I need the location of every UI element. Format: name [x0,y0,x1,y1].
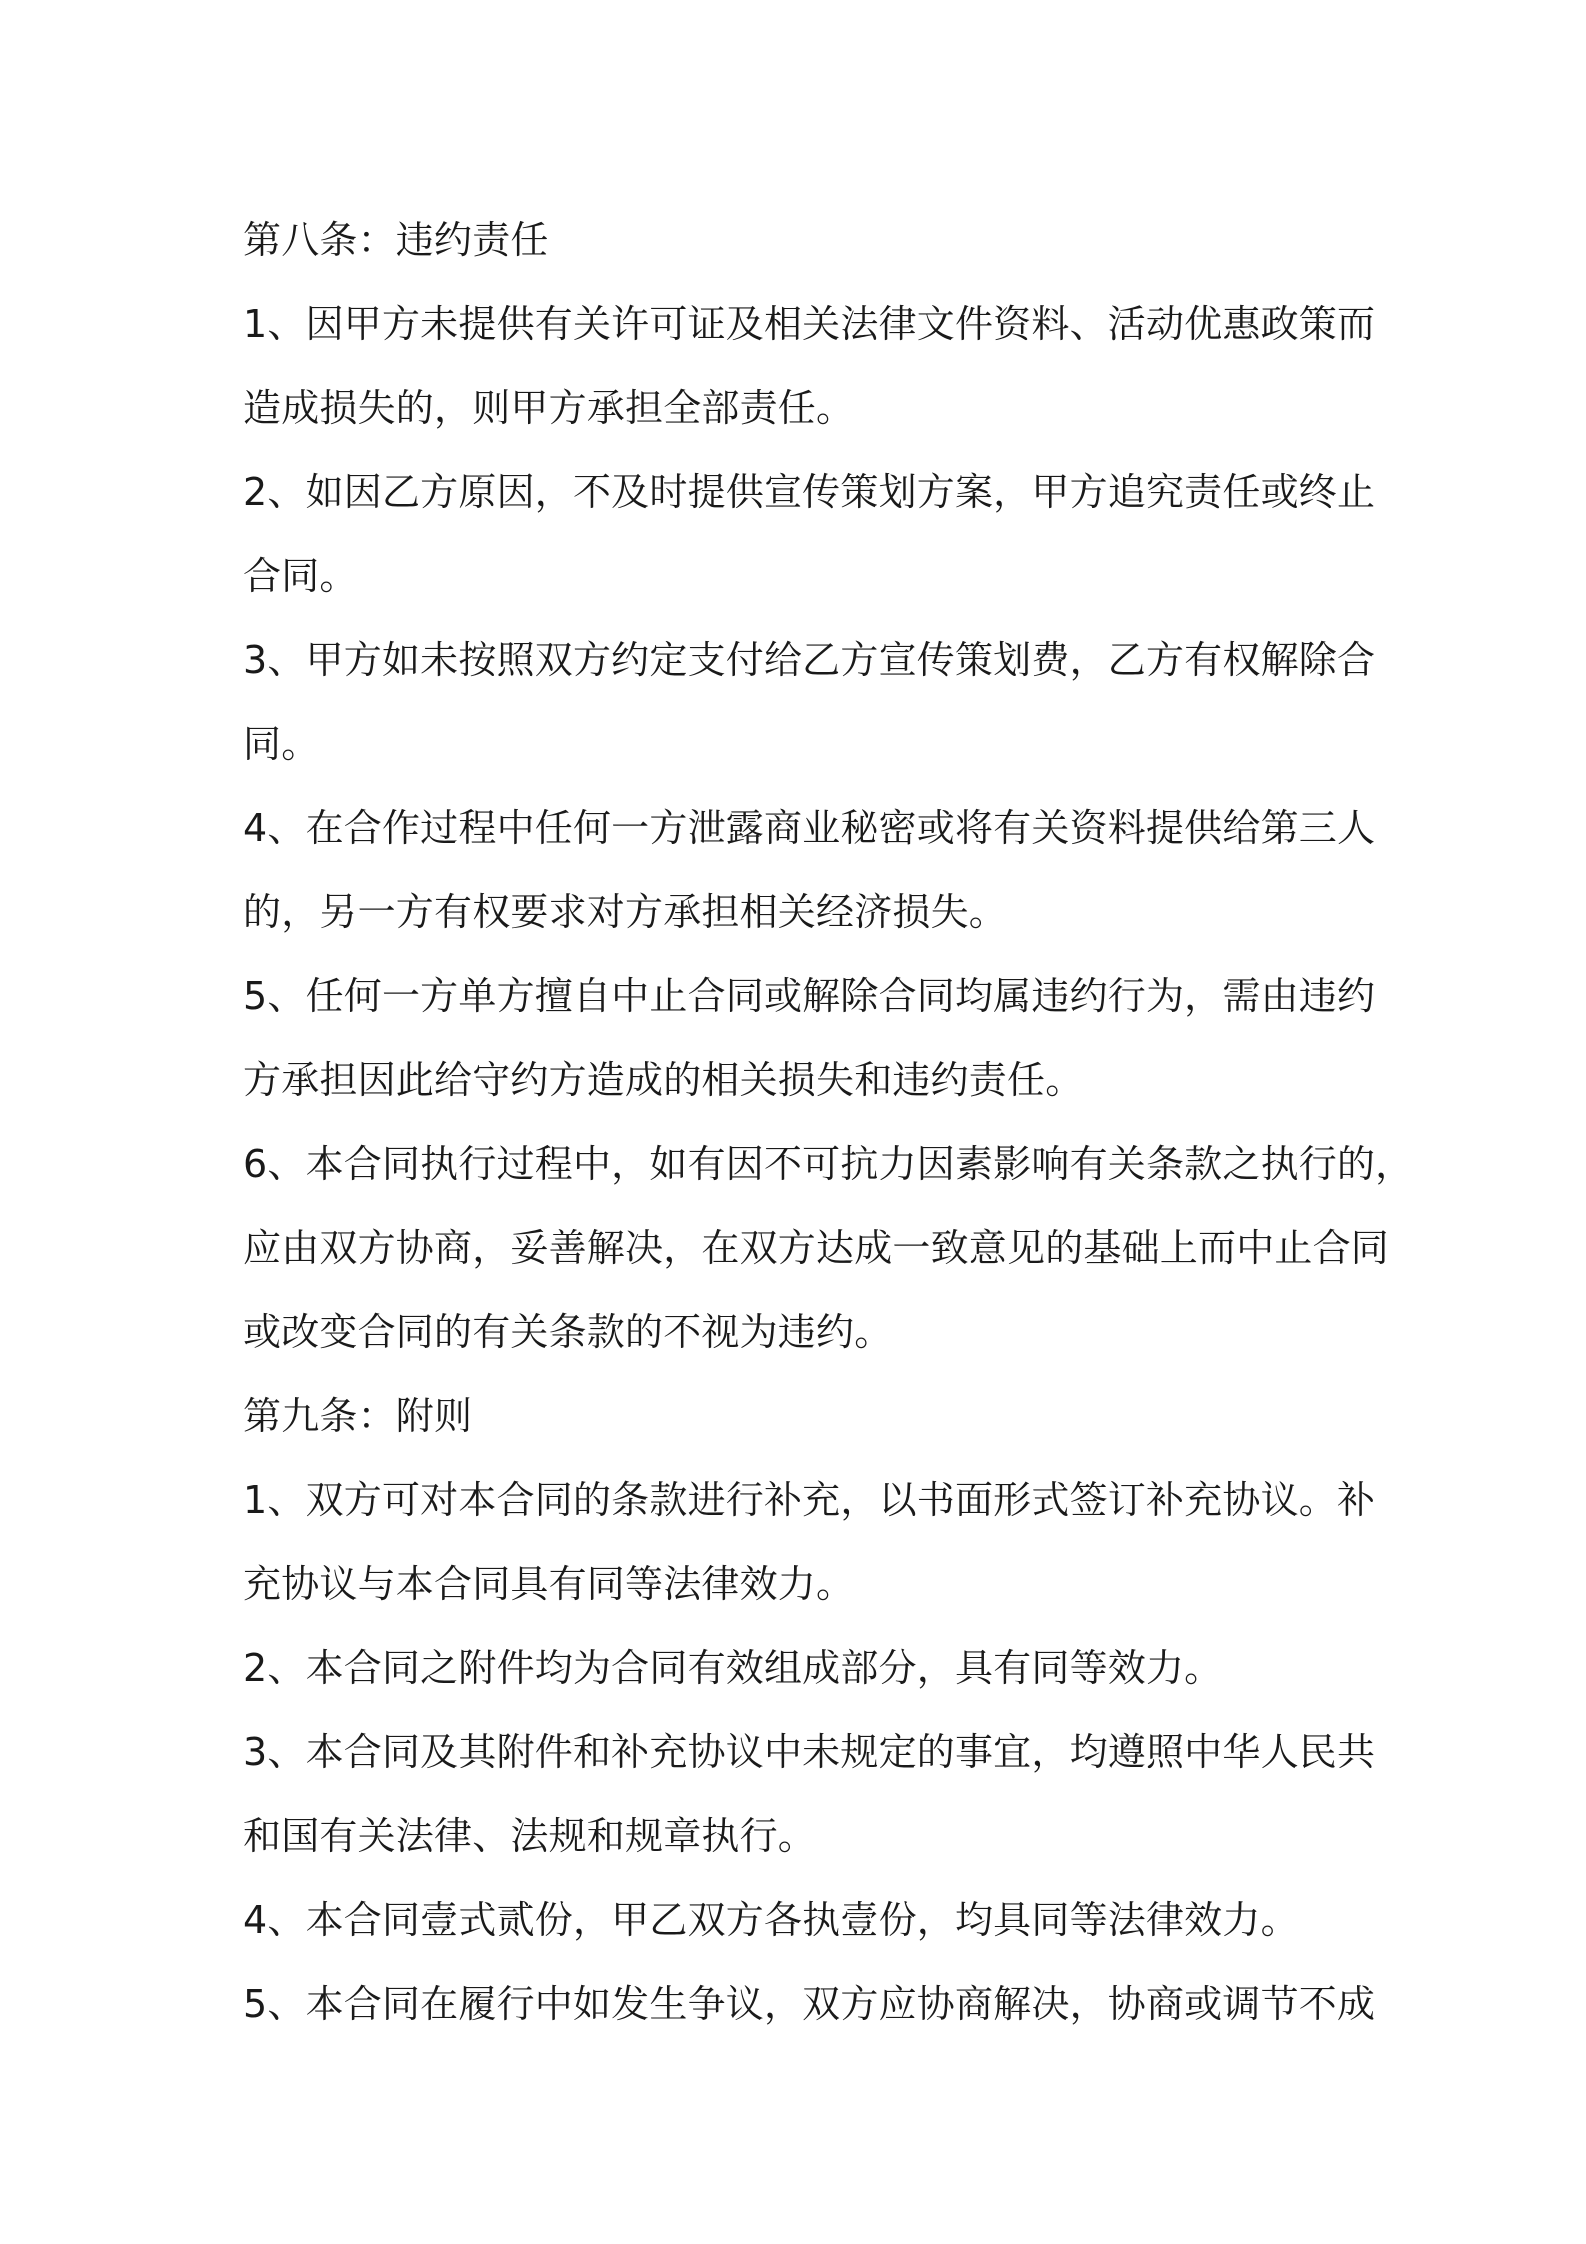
paragraph-line: 2、如因乙方原因，不及时提供宣传策划方案，甲方追究责任或终止 [243,470,1376,514]
paragraph-line: 4、本合同壹式贰份，甲乙双方各执壹份，均具同等法律效力。 [243,1898,1299,1942]
paragraph-line: 3、甲方如未按照双方约定支付给乙方宣传策划费，乙方有权解除合 [243,638,1376,682]
paragraph-line: 造成损失的，则甲方承担全部责任。 [243,386,855,430]
paragraph-line: 1、因甲方未提供有关许可证及相关法律文件资料、活动优惠政策而 [243,302,1376,346]
paragraph-line: 合同。 [243,554,358,598]
paragraph-line: 方承担因此给守约方造成的相关损失和违约责任。 [243,1058,1084,1102]
paragraph-line: 6、本合同执行过程中，如有因不可抗力因素影响有关条款之执行的， [243,1142,1414,1186]
paragraph-line: 1、双方可对本合同的条款进行补充，以书面形式签订补充协议。补 [243,1478,1376,1522]
paragraph-line: 4、在合作过程中任何一方泄露商业秘密或将有关资料提供给第三人 [243,806,1376,850]
paragraph-line: 5、本合同在履行中如发生争议，双方应协商解决，协商或调节不成 [243,1982,1376,2026]
paragraph-line: 充协议与本合同具有同等法律效力。 [243,1562,855,1606]
paragraph-line: 和国有关法律、法规和规章执行。 [243,1814,817,1858]
paragraph-line: 同。 [243,722,320,766]
paragraph-line: 的，另一方有权要求对方承担相关经济损失。 [243,890,1008,934]
paragraph-line: 3、本合同及其附件和补充协议中未规定的事宜，均遵照中华人民共 [243,1730,1376,1774]
document-body [243,198,1414,2046]
section-heading-article-8: 第八条：违约责任 [243,218,549,262]
paragraph-line: 或改变合同的有关条款的不视为违约。 [243,1310,893,1354]
section-heading-article-9: 第九条：附则 [243,1394,473,1438]
paragraph-line: 2、本合同之附件均为合同有效组成部分，具有同等效力。 [243,1646,1223,1690]
paragraph-line: 应由双方协商，妥善解决，在双方达成一致意见的基础上而中止合同 [243,1226,1390,1270]
paragraph-line: 5、任何一方单方擅自中止合同或解除合同均属违约行为，需由违约 [243,974,1376,1018]
